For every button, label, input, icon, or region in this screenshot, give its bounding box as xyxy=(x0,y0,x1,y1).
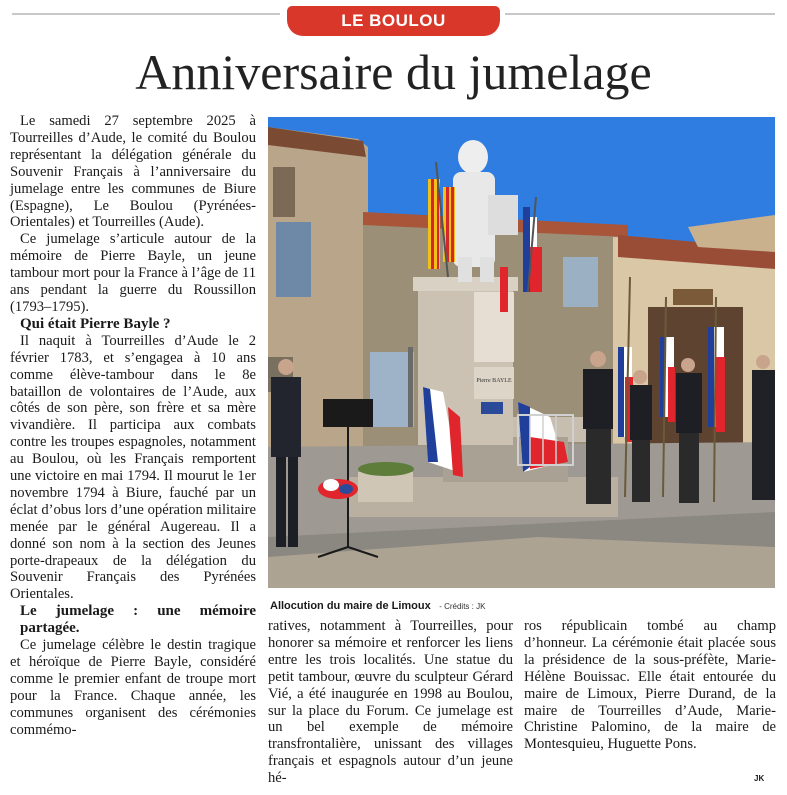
article-column-left xyxy=(10,113,256,739)
caption-text: Allocution du maire de Limoux xyxy=(270,600,431,612)
subheading-jumelage: Le jumelage : une mémoire partagée. xyxy=(20,603,256,637)
body-paragraph-right: ros républicain tombé au champ d’honneur. La cérémonie était placée sous la présidence de la sous-préfète, Marie-Hélène Bouissac. Elle était entourée du maire de Limoux, Pierre Durand, de la maire de Tourreilles d’Aude, Marie-Christine Palomino, de la maire de Montesquieu, Huguette Pons. xyxy=(524,618,776,753)
article-photo xyxy=(268,117,775,588)
author-signature: JK xyxy=(754,774,765,783)
intro-paragraph-1: Le samedi 27 septembre 2025 à Tourreilles d’Aude, le comité du Boulou représentant la délégation générale du Souvenir Français à l’anniversaire du jumelage entre les communes de Biure (Espagne), Le Boulou (Pyrénées-Orientales) et Tourreilles (Aude). xyxy=(10,113,256,231)
plaque-name: Pierre BAYLE xyxy=(476,378,512,384)
header-rule-left xyxy=(12,13,280,15)
article-title: Anniversaire du jumelage xyxy=(135,44,652,100)
body-paragraph-3: Il naquit à Tourreilles d’Aude le 2 février 1783, et s’engagea à 10 ans comme élève-tambour dans le 8e bataillon de volontaires de l’Aude, aux côtés de son père, son frère et sa mère vivandière. Il participa aux combats contre les troupes espagnoles, notamment au Boulou, où les Français remportent une victoire en mai 1794. Il mourut le 1er novembre 1794 à Biure, fauché par un éclat d’obus lors d’une opération militaire menée par le général Augereau. Il a donné son nom à la section des Jeunes porte-drapeaux de la délégation du Souvenir Français des Pyrénées Orientales. xyxy=(10,332,256,603)
header-rule-right xyxy=(505,13,775,15)
body-paragraph-4: Ce jumelage célèbre le destin tragique et héroïque de Pierre Bayle, considéré comme le premier enfant de troupe mort pour la France. Chaque année, les communes organisent des cérémonies commémo- xyxy=(10,637,256,738)
photo-credit: - Crédits : JK xyxy=(439,602,486,611)
section-tab: LE BOULOU xyxy=(287,6,500,36)
photo-caption xyxy=(270,596,775,614)
article-column-right xyxy=(524,618,776,753)
body-paragraph-mid: ratives, notamment à Tourreilles, pour honorer sa mémoire et renforcer les liens entre les trois localités. Une statue du petit tambour, œuvre du sculpteur Gérard Vié, a été inaugurée en 1998 au Boulou, sur la place du Forum. Ce jumelage est un bel exemple de mémoire transfrontalière, unissant des villages français et espagnols autour d’un jeune hé- xyxy=(268,618,513,787)
intro-paragraph-2: Ce jumelage s’articule autour de la mémoire de Pierre Bayle, un jeune tambour mort pour la France à l’âge de 11 ans pendant la guerre du Roussillon (1793–1795). xyxy=(10,231,256,315)
subheading-who-was-pierre-bayle: Qui était Pierre Bayle ? xyxy=(20,315,171,332)
article-column-middle xyxy=(268,618,513,787)
